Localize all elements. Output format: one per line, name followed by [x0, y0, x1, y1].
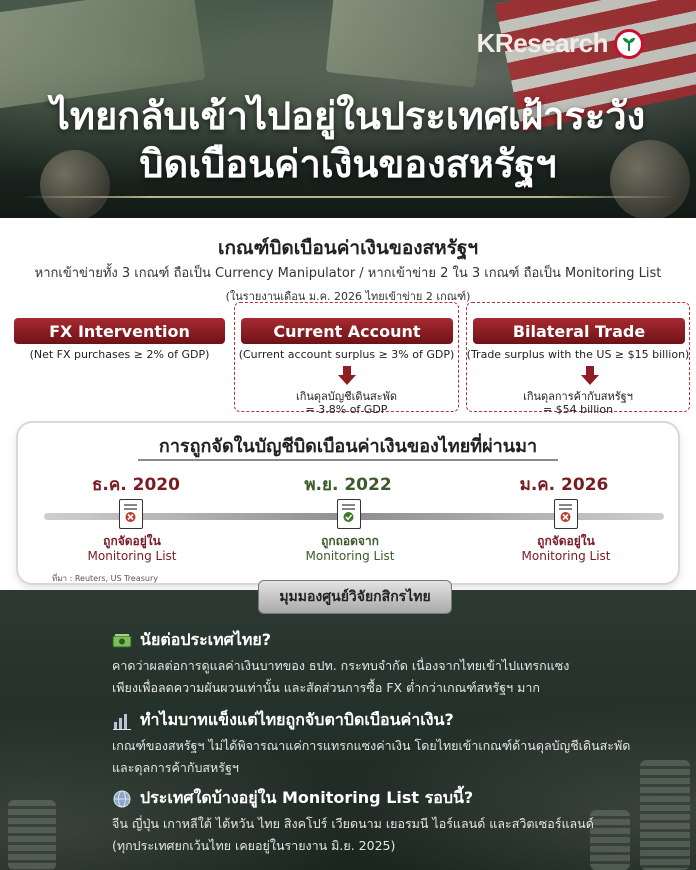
view-answer: [112, 735, 672, 779]
criterion-bilateral-trade-title: Bilateral Trade: [473, 318, 685, 344]
timeline-status: ถูกจัดอยู่ใน: [103, 534, 161, 548]
timeline-date: ธ.ค. 2020: [92, 475, 180, 495]
kresearch-logo: [477, 28, 644, 59]
criterion-fx-intervention-title: FX Intervention: [14, 318, 225, 344]
kasikorn-leaf-icon: [614, 29, 644, 59]
research-view-section: [0, 590, 696, 870]
down-arrow-icon: [580, 366, 600, 386]
criteria-note: (ในรายงานเดือน ม.ค. 2026 ไทยเข้าข่าย 2 เกณฑ์): [225, 290, 471, 303]
criteria-heading: เกณฑ์บิดเบือนค่าเงินของสหรัฐฯ: [217, 237, 479, 259]
bilateral-trade-result: [466, 390, 690, 416]
timeline-list-name: Monitoring List: [521, 549, 611, 563]
document-check-icon: [337, 499, 361, 529]
view-answer-line: เพียงเพื่อลดความผันผวนเท่านั้น และสัดส่วนการซื้อ FX ต่ำกว่าเกณฑ์สหรัฐฯ มาก: [112, 680, 540, 695]
timeline-date: ม.ค. 2026: [519, 475, 609, 495]
document-reject-icon: [119, 499, 143, 529]
logo-text: KResearch: [476, 28, 608, 58]
view-question-row: [112, 628, 672, 653]
criterion-current-account-condition: (Current account surplus ≥ 3% of GDP): [238, 348, 455, 361]
timeline-event-label: [486, 534, 646, 564]
view-answer-line: และดุลการค้ากับสหรัฐฯ: [112, 760, 239, 775]
criterion-current-account-title: Current Account: [241, 318, 453, 344]
view-question-row: [112, 708, 672, 733]
coin-stack-graphic: [8, 800, 56, 870]
view-answer: [112, 813, 672, 857]
chart-icon: [112, 711, 132, 731]
view-answer: [112, 655, 672, 699]
title-line-2: บิดเบือนค่าเงินของสหรัฐฯ: [139, 142, 557, 186]
view-item: [112, 628, 672, 699]
result-label: เกินดุลบัญชีเดินสะพัด: [295, 390, 398, 403]
result-value: = $54 billion: [542, 403, 614, 416]
money-icon: [112, 631, 132, 651]
criteria-panel: [0, 218, 696, 590]
timeline-heading-rule: [138, 459, 558, 461]
timeline-date: พ.ย. 2022: [304, 475, 392, 495]
timeline-status: ถูกจัดอยู่ใน: [537, 534, 595, 548]
timeline-heading: การถูกจัดในบัญชีบิดเบือนค่าเงินของไทยที่ผ่านมา: [158, 436, 538, 457]
timeline-event-label: [270, 534, 430, 564]
document-reject-icon: [554, 499, 578, 529]
source-note: ที่มา : Reuters, US Treasury: [52, 574, 158, 583]
down-arrow-icon: [337, 366, 357, 386]
history-timeline-card: [18, 423, 678, 583]
title-line-1: ไทยกลับเข้าไปอยู่ในประเทศเฝ้าระวัง: [50, 94, 646, 138]
timeline-status: ถูกถอดจาก: [321, 534, 379, 548]
view-question: ประเทศใดบ้างอยู่ใน Monitoring List รอบนี้?: [140, 788, 474, 807]
hero-banner: [0, 0, 696, 218]
view-answer-line: คาดว่าผลต่อการดูแลค่าเงินบาทของ ธปท. กระทบจำกัด เนื่องจากไทยเข้าไปแทรกแซง: [112, 658, 570, 673]
section-badge: มุมมองศูนย์วิจัยกสิกรไทย: [258, 580, 452, 614]
view-answer-line: (ทุกประเทศยกเว้นไทย เคยอยู่ในรายงาน มิ.ย. 2025): [112, 838, 396, 853]
globe-icon: [112, 789, 132, 809]
view-answer-line: เกณฑ์ของสหรัฐฯ ไม่ได้พิจารณาแค่การแทรกแซงค่าเงิน โดยไทยเข้าเกณฑ์ด้านดุลบัญชีเดินสะพัด: [112, 738, 631, 753]
view-question: นัยต่อประเทศไทย?: [140, 630, 272, 649]
current-account-result: [234, 390, 459, 416]
timeline-list-name: Monitoring List: [87, 549, 177, 563]
banknote-graphic: [326, 0, 485, 88]
result-value: = 3.8% of GDP: [305, 403, 388, 416]
view-question: ทำไมบาทแข็งแต่ไทยถูกจับตาบิดเบือนค่าเงิน?: [140, 710, 454, 729]
page-title: [0, 92, 696, 188]
title-underline: [20, 196, 676, 198]
timeline-event-label: [52, 534, 212, 564]
criterion-fx-intervention-condition: (Net FX purchases ≥ 2% of GDP): [29, 348, 210, 361]
view-item: [112, 708, 672, 779]
criteria-subheading: หากเข้าข่ายทั้ง 3 เกณฑ์ ถือเป็น Currency Manipulator / หากเข้าข่าย 2 ใน 3 เกณฑ์ ถือเป็น Monitoring List: [34, 266, 662, 281]
view-item: [112, 786, 672, 857]
timeline-list-name: Monitoring List: [305, 549, 395, 563]
view-question-row: [112, 786, 672, 811]
criterion-bilateral-trade-condition: (Trade surplus with the US ≥ $15 billion): [466, 348, 690, 361]
view-answer-line: จีน ญี่ปุ่น เกาหลีใต้ ไต้หวัน ไทย สิงคโปร์ เวียดนาม เยอรมนี ไอร์แลนด์ และสวิตเซอร์แลนด์: [112, 816, 594, 831]
result-label: เกินดุลการค้ากับสหรัฐฯ: [523, 390, 633, 403]
